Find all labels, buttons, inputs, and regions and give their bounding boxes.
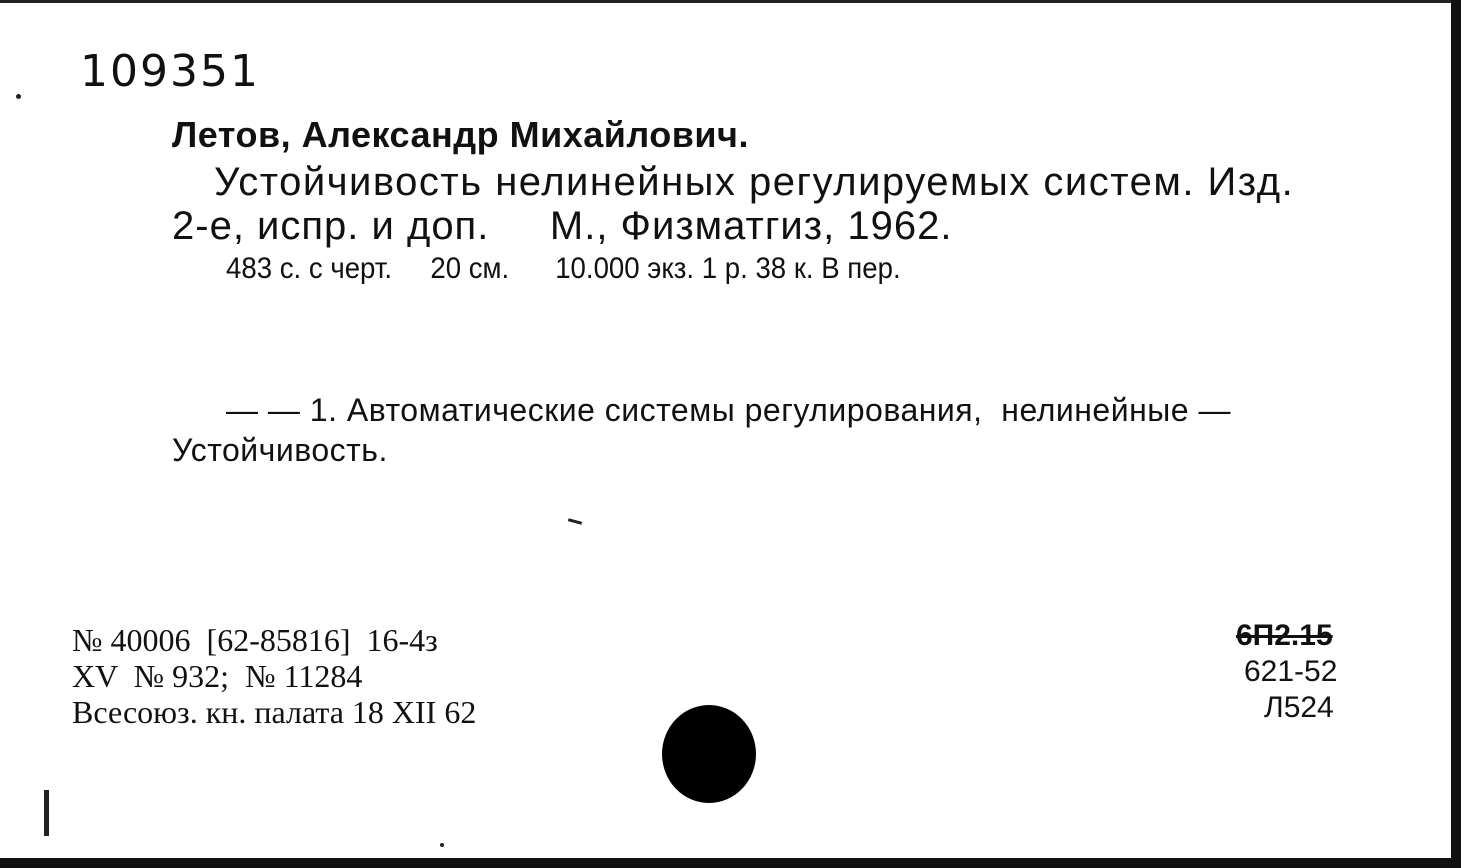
imprint-line: XV № 932; № 11284 <box>72 658 363 694</box>
speck-mark <box>16 94 21 99</box>
subject-heading-line-1: — — 1. Автоматические системы регулирования, нелинейные — <box>226 392 1231 428</box>
edge-mark <box>44 790 49 836</box>
card-border-top <box>0 0 1461 3</box>
punch-hole <box>662 705 756 803</box>
collation-line: 483 с. с черт. 20 см. 10.000 экз. 1 р. 38 к. В пер. <box>226 252 901 285</box>
imprint-line: № 40006 [62-85816] 16-4з <box>72 622 438 658</box>
subject-heading-line-2: Устойчивость. <box>172 432 388 468</box>
author-heading: Летов, Александр Михайлович. <box>172 114 749 155</box>
class-code: 621-52 <box>1244 655 1338 688</box>
speck-mark <box>568 518 582 525</box>
accession-number: 109351 <box>80 46 260 97</box>
imprint-line: Всесоюз. кн. палата 18 XII 62 <box>72 694 477 730</box>
title-line-2: 2-е, испр. и доп. М., Физматгиз, 1962. <box>172 204 953 248</box>
title-line-1: Устойчивость нелинейных регулируемых систем. Изд. <box>214 160 1295 204</box>
cutter-number: Л524 <box>1264 691 1334 724</box>
imprint-block <box>72 622 476 730</box>
struck-class-number: 6П2.15 <box>1236 619 1333 652</box>
speck-mark <box>440 843 444 847</box>
card-border-right <box>1451 0 1461 868</box>
card-border-bottom <box>0 858 1461 868</box>
classification-block <box>1236 618 1337 726</box>
